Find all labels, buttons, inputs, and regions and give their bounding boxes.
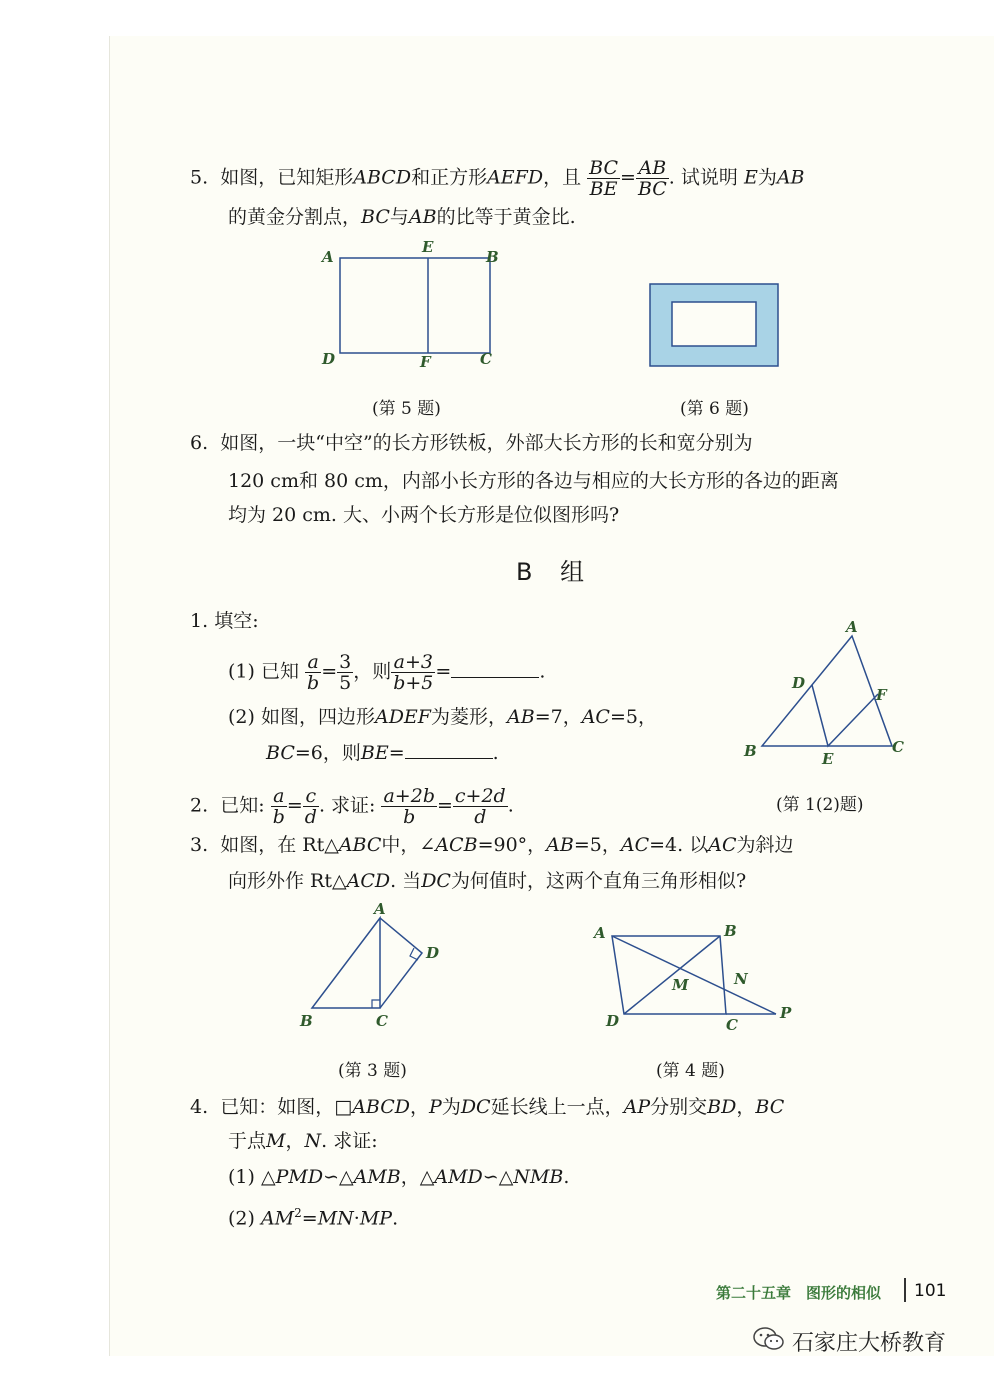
label-p: P — [780, 1004, 792, 1022]
label-b: B — [300, 1012, 313, 1030]
label-n: N — [734, 970, 748, 988]
label-c: C — [376, 1012, 388, 1030]
b4-line2: 于点M，N. 求证: — [228, 1130, 378, 1152]
label-b: B — [744, 742, 757, 760]
q6-caption: (第 6 题) — [680, 399, 749, 419]
b1-figure-caption: (第 1(2)题) — [776, 795, 864, 815]
label-c: C — [480, 350, 492, 368]
b3-figure-right-triangles — [296, 898, 446, 1033]
label-a: A — [846, 618, 858, 636]
b4-line3: (1) △PMD∽△AMB，△AMD∽△NMB. — [228, 1166, 570, 1188]
b3-line2: 向形外作 Rt△ACD. 当DC为何值时，这两个直角三角形相似? — [228, 870, 747, 892]
b1-part2-line2: BC=6，则BE= . — [266, 742, 499, 764]
b3-line1: 3. 如图，在 Rt△ABC中，∠ACB=90°，AB=5，AC=4. 以AC为斜边 — [190, 834, 794, 856]
watermark-text: 石家庄大桥教育 — [792, 1331, 947, 1356]
b4-line1: 4. 已知：如图，□ABCD，P为DC延长线上一点，AP分别交BD，BC — [190, 1096, 785, 1118]
label-b: B — [724, 922, 737, 940]
label-a: A — [322, 248, 334, 266]
b4-line4: (2) $AM^2=MN\cdot MP$. — [228, 1206, 399, 1230]
group-b-heading: B 组 — [516, 558, 595, 586]
page-number: 101 — [914, 1281, 947, 1301]
q5-line2: 的黄金分割点，BC与AB的比等于黄金比. — [228, 206, 576, 228]
label-f: F — [876, 686, 887, 704]
b2-statement: 2. 已知: $\frac{a}{b}$ = $\frac{c}{d}$ . 求证: $\frac{a+2b}{b}$ = $\frac{c+2d}{d}$ . — [190, 785, 514, 828]
q5-caption: (第 5 题) — [372, 399, 441, 419]
label-m: M — [672, 976, 689, 994]
label-a: A — [374, 900, 386, 918]
q6-figure-hollow-plate — [648, 282, 780, 368]
label-e: E — [822, 750, 834, 768]
label-e: E — [422, 238, 434, 256]
q6-line3: 均为 20 cm. 大、小两个长方形是位似图形吗? — [228, 504, 620, 526]
label-d: D — [792, 674, 806, 692]
label-c: C — [726, 1016, 738, 1034]
footer-divider — [904, 1278, 906, 1302]
label-d: D — [322, 350, 336, 368]
q5-line1: 5. 如图，已知矩形ABCD和正方形AEFD，且 $\frac{BC}{BE}$ = $\frac{AB}{BC}$ . 试说明 E为AB — [190, 157, 805, 200]
label-c: C — [892, 738, 904, 756]
q6-line2: 120 cm和 80 cm，内部小长方形的各边与相应的大长方形的各边的距离 — [228, 470, 839, 492]
label-d: D — [606, 1012, 620, 1030]
q5-number: 5. — [190, 166, 209, 189]
b3-caption: (第 3 题) — [338, 1061, 407, 1081]
b1-part1-answer-blank[interactable] — [451, 659, 539, 678]
b1-part2-answer-blank[interactable] — [405, 740, 493, 759]
q5-fraction-bc-be: $\frac{BC}{BE}$ — [589, 157, 619, 200]
b1-part2-line1: (2) 如图，四边形ADEF为菱形，AB=7，AC=5， — [228, 706, 657, 728]
b4-caption: (第 4 题) — [656, 1061, 725, 1081]
label-a: A — [594, 924, 606, 942]
label-b: B — [486, 248, 499, 266]
b1-title: 1. 填空: — [190, 610, 259, 632]
b4-figure-parallelogram — [590, 920, 800, 1035]
wechat-icon — [752, 1326, 786, 1352]
chapter-footer: 第二十五章 图形的相似 — [716, 1284, 882, 1302]
q6-line1: 6. 如图，一块“中空”的长方形铁板，外部大长方形的长和宽分别为 — [190, 432, 753, 454]
b1-part1: (1) 已知 $\frac{a}{b}$ = $\frac{3}{5}$ ，则 $\frac{a+3}{b+5}$ = . — [228, 651, 546, 694]
q5-fraction-ab-bc: $\frac{AB}{BC}$ — [637, 157, 667, 200]
label-d: D — [426, 944, 440, 962]
q5-figure-rectangle — [310, 240, 510, 375]
label-f: F — [420, 353, 431, 371]
b1-figure-rhombus-triangle — [740, 618, 904, 768]
